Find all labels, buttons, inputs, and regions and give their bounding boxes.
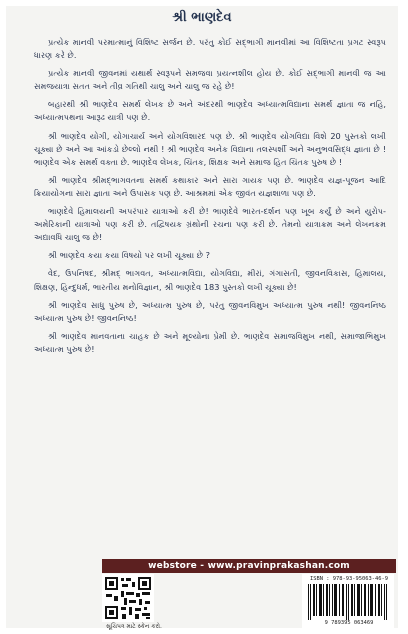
paragraph-5: શ્રી ભાણદેવ શ્રીમદ્ભાગવતના સમર્થ કથાકાર અને સારા ગાયક પણ છે. ભાણદેવ યજ્ઞ-પૂજન આદિ ક્રિયાયોગના સારા જ્ઞાતા અને ઉપાસક પણ છે. આશ્રમમાં એક જીવંત યજ્ઞશાળા પણ છે.	[34, 174, 386, 198]
barcode-icon	[306, 584, 392, 620]
back-cover	[6, 6, 398, 628]
paragraph-10: શ્રી ભાણદેવ માનવતાના ચાહક છે અને મૂલ્યોના પ્રેમી છે. ભાણદેવ સમાજવિમુખ નથી, સમાજાભિમુખ અધ્યાત્મ પુરુષ છે!	[34, 330, 386, 354]
author-bio	[34, 36, 386, 356]
paragraph-2: પ્રત્યેક માનવી જીવનમાં યથાર્થ સ્વરૂપને સમજવા પ્રયત્નશીલ હોય છે. કોઈ સદ્ભાગી માનવી જ આ સમજયાત્રા સતત અને તીવ્ર ગતિથી ચાલુ અને ચાલુ જ રહે છે!	[34, 68, 386, 92]
paragraph-9: શ્રી ભાણદેવ સાધુ પુરુષ છે, અધ્યાત્મ પુરુષ છે, પરંતુ જીવનવિમુખ અધ્યાત્મ પુરુષ નથી! જીવનનિષ્ઠ અધ્યાત્મ પુરુષ છે! જીવનનિષ્ઠ!	[34, 299, 386, 323]
qr-code-icon[interactable]	[102, 574, 154, 622]
qr-caption: સૂચિપત્ર માટે સ્કેન કરો.	[106, 623, 162, 630]
paragraph-6: ભાણદેવે હિમાલયની અપરંપાર યાત્રાઓ કરી છે! ભાણદેવે ભારત-દર્શન પણ ખૂબ કર્યું છે અને યુરોપ-અમેરિકાની યાત્રાઓ પણ કરી છે. તદ્વિષયક ગ્રંથોની રચના પણ કરી છે. તેમનો યાત્રાક્રમ અને લેખનક્રમ અદ્યાવધિ ચાલુ જ છે!	[34, 206, 386, 243]
paragraph-1: પ્રત્યેક માનવી પરમાત્માનું વિશિષ્ટ સર્જન છે. પરંતુ કોઈ સદ્ભાગી માનવીમાં આ વિશિષ્ટતા પ્રગટ સ્વરૂપ ધારણ કરે છે.	[34, 37, 386, 61]
paragraph-3: બહારથી શ્રી ભાણદેવ સમર્થ લેખક છે અને અંદરથી ભાણદેવ અધ્યાત્મવિદ્યાના સમર્થ જ્ઞાતા જ નહિ, અધ્યાત્મપથના આરૂઢ યાત્રી પણ છે.	[34, 99, 386, 123]
paragraph-4: શ્રી ભાણદેવ યોગી, યોગાચાર્ય અને યોગવિશારદ પણ છે. શ્રી ભાણદેવ યોગવિદ્યા વિશે 20 પુસ્તકો લખી ચૂક્યા છે અને આ આંકડો છેલ્લો નથી ! શ્રી ભાણદેવ અનેક વિદ્યાના તલસ્પર્શી અને અનુભવસિદ્ધ જ્ઞાતા છે ! ભાણદેવ એક સમર્થ વક્તા છે. ભાણદેવ લેખક, ચિંતક, શિક્ષક અને સમાજ હિત ચિંતક પુરુષ છે !	[34, 130, 386, 167]
paragraph-8: વેદ, ઉપનિષદ, શ્રીમદ્ ભાગવત, અધ્યાત્મવિદ્યા, યોગવિદ્યા, મીરાં, ગંગાસતી, જીવનવિકાસ, હિમાલય, શિક્ષણ, હિન્દુધર્મ, ભારતીય મનોવિજ્ઞાન, શ્રી ભાણદેવ 183 પુસ્તકો લખી ચૂક્યા છે!	[34, 268, 386, 292]
isbn-barcode-block	[302, 574, 394, 630]
paragraph-7: શ્રી ભાણદેવ કયા કયા વિષયો પર લખી ચૂક્યા છે ?	[48, 250, 210, 261]
webstore-url-banner[interactable]: webstore - www.pravinprakashan.com	[102, 559, 396, 573]
isbn-number: ISBN : 978-93-95063-46-9	[310, 576, 388, 582]
barcode-digits: 9 789395 063469	[324, 620, 374, 626]
page-title: શ્રી ભાણદેવ	[172, 10, 232, 25]
